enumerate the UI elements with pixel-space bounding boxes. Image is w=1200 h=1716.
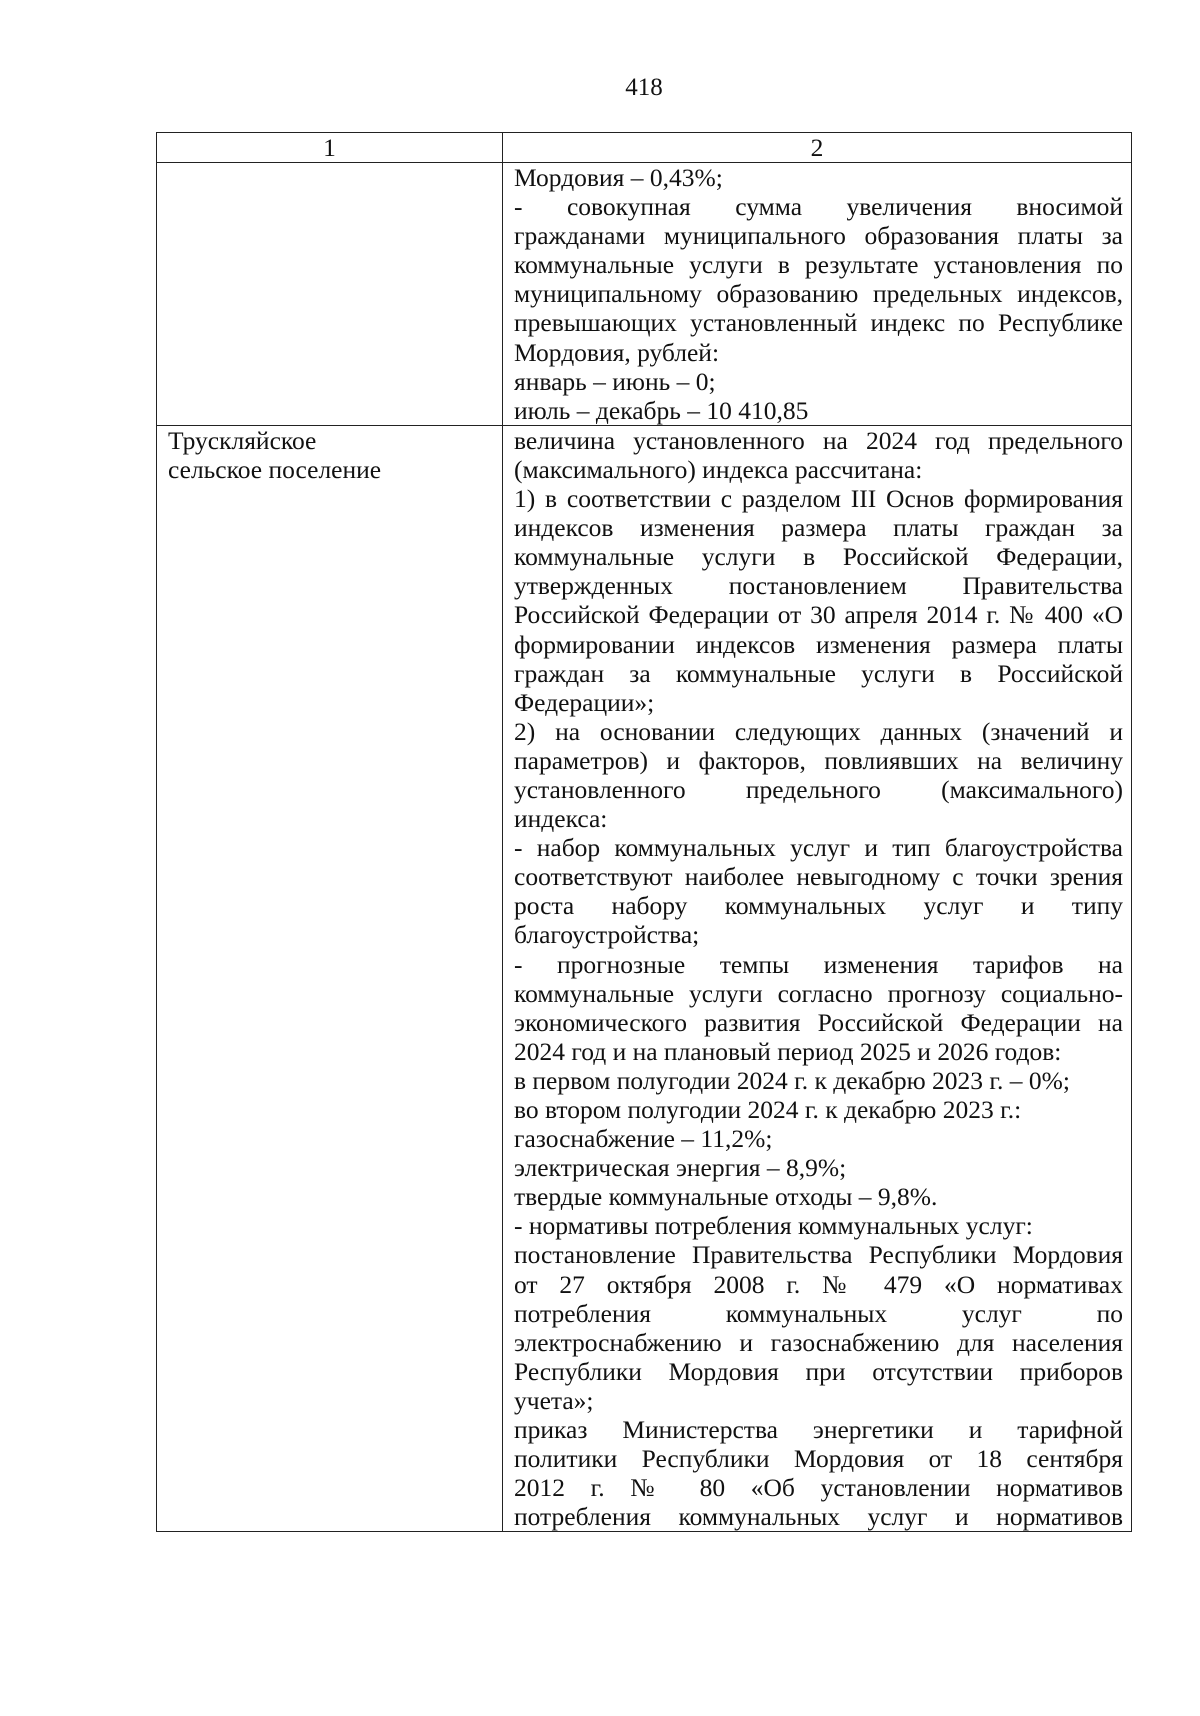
text-line: гражданами муниципального образования платы за	[514, 221, 1123, 251]
row1-col2-cell	[503, 163, 1132, 426]
text-line: учета»;	[514, 1385, 594, 1415]
text-line: индексов изменения размера платы граждан за	[514, 513, 1123, 543]
text-line: политики Республики Мордовия от 18 сентября	[514, 1444, 1123, 1474]
text-line: в первом полугодии 2024 г. к декабрю 2023 г. – 0%;	[514, 1065, 1070, 1095]
text-line: июль – декабрь – 10 410,85	[514, 395, 809, 425]
text-line: потребления коммунальных услуг по	[514, 1298, 1123, 1328]
row2-col2-cell	[503, 425, 1132, 1532]
row1-col1-cell	[157, 163, 503, 426]
text-line: Мордовия – 0,43%;	[514, 163, 723, 192]
text-line: твердые коммунальные отходы – 9,8%.	[514, 1182, 938, 1212]
text-line: (максимального) индекса рассчитана:	[514, 454, 923, 484]
text-line: постановление Правительства Республики Мордовия	[514, 1240, 1123, 1270]
text-line: величина установленного на 2024 год предельного	[514, 425, 1123, 455]
page-number: 418	[625, 74, 663, 101]
text-line: 2024 год и на плановый период 2025 и 2026 годов:	[514, 1036, 1062, 1066]
text-line: январь – июнь – 0;	[514, 366, 716, 396]
text-line: от 27 октября 2008 г. № 479 «О нормативах	[514, 1269, 1123, 1299]
text-line: сельское поселение	[168, 454, 382, 484]
text-line: Трускляйское	[168, 425, 317, 455]
document-table	[156, 132, 1132, 1532]
text-line: - нормативы потребления коммунальных услуг:	[514, 1211, 1033, 1241]
text-line: Мордовия, рублей:	[514, 337, 720, 367]
column-header-1: 1	[157, 133, 503, 163]
text-line: - совокупная сумма увеличения вносимой	[514, 192, 1123, 222]
text-line: приказ Министерства энергетики и тарифной	[514, 1415, 1123, 1445]
text-line: электроснабжению и газоснабжению для населения	[514, 1327, 1123, 1357]
text-line: утвержденных постановлением Правительства	[514, 571, 1123, 601]
text-line: формировании индексов изменения размера платы	[514, 629, 1123, 659]
column-header-2: 2	[503, 133, 1132, 163]
text-line: индекса:	[514, 804, 608, 834]
text-line: коммунальные услуги согласно прогнозу социально-	[514, 978, 1123, 1008]
text-line: газоснабжение – 11,2%;	[514, 1124, 773, 1154]
text-line: 2) на основании следующих данных (значений и	[514, 716, 1123, 746]
text-line: роста набору коммунальных услуг и типу	[514, 891, 1123, 921]
table-row	[157, 163, 1132, 426]
text-line: установленного предельного (максимального)	[514, 774, 1123, 804]
text-line: 2012 г. № 80 «Об установлении нормативов	[514, 1473, 1123, 1503]
text-line: Федерации»;	[514, 687, 655, 717]
table-row	[157, 425, 1132, 1532]
text-line: 1) в соответствии с разделом III Основ формирования	[514, 484, 1123, 514]
text-line: соответствуют наиболее невыгодному с точки зрения	[514, 862, 1123, 892]
text-line: превышающих установленный индекс по Республике	[514, 308, 1123, 338]
text-line: - набор коммунальных услуг и тип благоустройства	[514, 833, 1123, 863]
text-line: благоустройства;	[514, 920, 700, 950]
text-line: во втором полугодии 2024 г. к декабрю 2023 г.:	[514, 1095, 1022, 1124]
text-line: Республики Мордовия при отсутствии приборов	[514, 1356, 1123, 1386]
text-line: параметров) и факторов, повлиявших на величину	[514, 745, 1123, 775]
table-header-row	[157, 133, 1132, 163]
text-line: коммунальные услуги в результате установления по	[514, 250, 1123, 280]
text-line: Российской Федерации от 30 апреля 2014 г. № 400 «О	[514, 600, 1123, 630]
text-line: муниципальному образованию предельных индексов,	[514, 279, 1123, 309]
text-line: потребления коммунальных услуг и нормативов	[514, 1502, 1123, 1532]
text-line: граждан за коммунальные услуги в Российской	[514, 658, 1123, 688]
text-line: - прогнозные темпы изменения тарифов на	[514, 949, 1123, 979]
text-line: экономического развития Российской Федерации на	[514, 1007, 1123, 1037]
text-line: коммунальные услуги в Российской Федерации,	[514, 542, 1123, 572]
row2-col1-cell	[157, 425, 503, 1532]
text-line: электрическая энергия – 8,9%;	[514, 1153, 847, 1183]
